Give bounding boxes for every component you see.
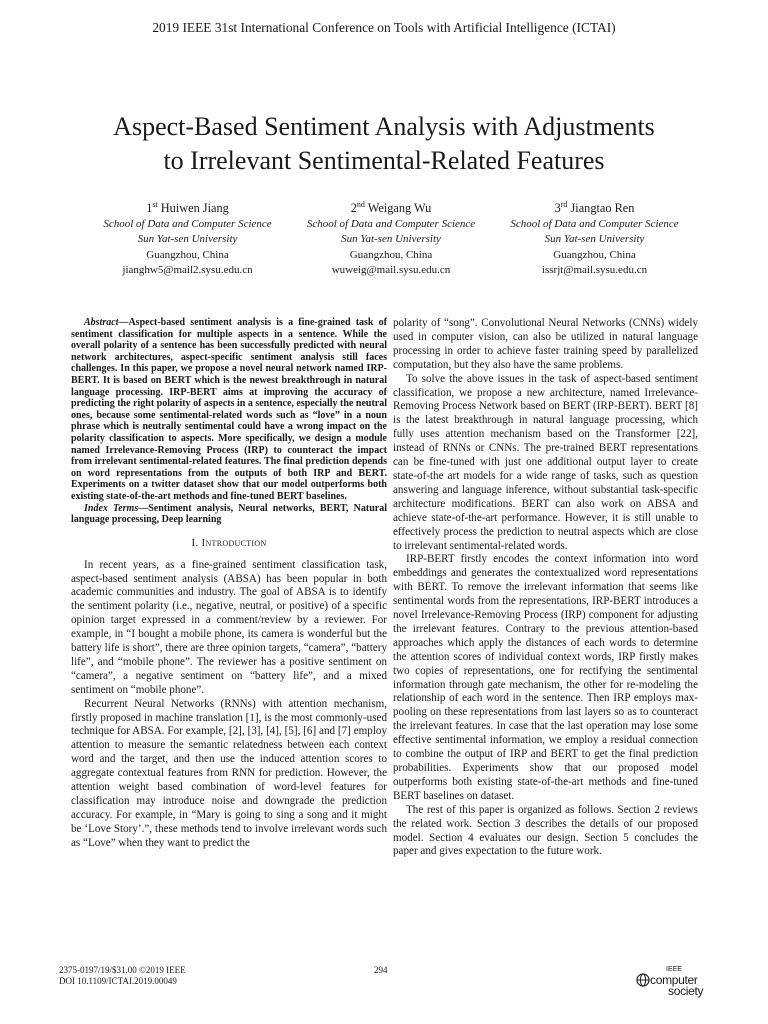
right-column bbox=[393, 317, 698, 859]
paper-title bbox=[40, 110, 728, 178]
computer-society-logo bbox=[636, 966, 716, 1002]
logo-word-society: society bbox=[668, 984, 704, 998]
body-paragraph: In recent years, as a fine-grained sentiment classification task, aspect-based sentiment analysis (ABSA) has been popular in both academic communities and industry. The goal of ABSA is to identify the sentiment polarity (i.e., negative, neutral, or positive) of a specific opinion target expressed in a comment/review by a reviewer. For example, in “I bought a mobile phone, its camera is wonderful but the battery life is short”, there are three opinion targets, “camera”, “battery life”, and “mobile phone”. The reviewer has a positive sentiment on “camera”, a negative sentiment on “battery life”, and a mixed sentiment on “mobile phone”. bbox=[71, 558, 387, 696]
body-paragraph: IRP-BERT firstly encodes the context information into word embeddings and generates the contextualized word representations with BERT. To remove the irrelevant information that seems like sentimental words from the representations, IRP-BERT introduces a novel Irrelevance-Removing Process (IRP) component for adjusting the irrelevant features. Contrary to the previous attention-based approaches which apply the distances of each words to determine the attention scores of individual context words, IRP firstly makes two copies of representations, one for rectifying the sentimental information through gate mechanism, the other for re-modeling the relationship of each word in the sentence. Then IRP employs max-pooling on these representations from last layers so as to counteract the irrelevant features. In case that the last operation may lose some effective sentimental information, we employ a residual connection to combine the output of IRP and BERT to get the final prediction probabilities. Experiments show that our proposed model outperforms both existing state-of-the-art methods and fine-tuned BERT baselines on dataset. bbox=[393, 553, 698, 802]
author-email: jianghw5@mail2.sysu.edu.cn bbox=[122, 264, 253, 277]
index-terms: Index Terms—Sentiment analysis, Neural networks, BERT, Natural language processing, Deep learning bbox=[71, 502, 387, 526]
author-block bbox=[86, 197, 696, 279]
section-heading: I. Introduction bbox=[191, 536, 267, 549]
footer-copyright bbox=[59, 965, 186, 987]
author-name: 3rd Jiangtao Ren bbox=[554, 200, 635, 216]
body-paragraph: Recurrent Neural Networks (RNNs) with attention mechanism, firstly proposed in machine translation [1], is the most commonly-used technique for ABSA. For example, [2], [3], [4], [5], [6] and [7] employ attention to measure the semantic relatedness between each context word and the target, and then use the induced attention scores to aggregate contextual features from RNN for prediction. However, the attention weight based combination of word-level features for classification may introduce noise and downgrade the prediction accuracy. For example, in “Mary is going to sing a song and it might be ‘Love Story’.”, these methods tend to involve irrelevant words such as “Love” when they want to predict the bbox=[71, 697, 387, 849]
author-location: Guangzhou, China bbox=[146, 248, 229, 261]
body-paragraph: To solve the above issues in the task of aspect-based sentiment classification, we propose a new architecture, named Irrelevance-Removing Process Network based on BERT (IRP-BERT). BERT [8] is the latest breakthrough in natural language processing, which fully uses attention mechanism based on the Transformer [22], instead of RNNs or CNNs. The pre-trained BERT representations can be fine-tuned with just one additional output layer to create state-of-the art models for a wide range of tasks, such as question answering and language inference, without substantial task-specific architecture modifications. BERT can also work on ABSA and achieve state-of-the-art performance. However, it is still unable to effectively process the prediction to neutral aspects which are close to irrelevant sentimental-related words. bbox=[393, 372, 698, 552]
abstract: Abstract—Aspect-based sentiment analysis is a fine-grained task of sentiment classification for multiple aspects in a sentence. While the overall polarity of a sentence has been successfully predicted with neural network architectures, aspect-specific sentiment analysis still faces challenges. In this paper, we propose a novel neural network named IRP-BERT. It is based on BERT which is the newest breakthrough in natural language processing. IRP-BERT aims at improving the accuracy of predicting the right polarity of aspects in a sentence, especially the neutral ones, because some sentimental-related words such as “love” in a noun phrase which is neutrally sentimental could have a wrong impact on the polarity classification to aspects. More specifically, we design a module named Irrelevance-Removing Process (IRP) to counteract the impact from irrelevant sentimental-related features. The final prediction depends on word representations from the outputs of both IRP and BERT. Experiments on a twitter dataset show that our model outperforms both existing state-of-the-art methods and fine-tuned BERT baselines. bbox=[71, 317, 387, 502]
author-1 bbox=[86, 197, 289, 279]
author-email: issrjt@mail.sysu.edu.cn bbox=[541, 264, 648, 277]
conference-header: 2019 IEEE 31st International Conference on Tools with Artificial Intelligence (ICTAI) bbox=[152, 20, 616, 35]
page-number: 294 bbox=[374, 965, 388, 975]
globe-icon bbox=[636, 973, 650, 987]
logo-word-computer: computer bbox=[650, 973, 698, 987]
author-location: Guangzhou, China bbox=[553, 248, 636, 261]
body-paragraph: The rest of this paper is organized as follows. Section 2 reviews the related work. Section 3 describes the details of our proposed model. Section 4 evaluates our design. Section 5 concludes the paper and gives expectation to the future work. bbox=[393, 803, 698, 858]
author-name: 2nd Weigang Wu bbox=[350, 200, 432, 216]
logo-ieee-text: IEEE bbox=[666, 966, 682, 973]
footer-doi: DOI 10.1109/ICTAI.2019.00049 bbox=[59, 976, 177, 986]
author-school: School of Data and Computer Science bbox=[306, 217, 476, 230]
author-name: 1st Huiwen Jiang bbox=[146, 200, 229, 216]
author-2 bbox=[290, 197, 493, 279]
author-university: Sun Yat-sen University bbox=[341, 233, 441, 246]
author-3 bbox=[493, 197, 696, 279]
footer-issn: 2375-0197/19/$31.00 ©2019 IEEE bbox=[59, 965, 186, 975]
author-school: School of Data and Computer Science bbox=[510, 217, 679, 230]
title-line-2: to Irrelevant Sentimental-Related Features bbox=[163, 146, 605, 175]
left-column bbox=[71, 317, 387, 851]
title-line-1: Aspect-Based Sentiment Analysis with Adjustments bbox=[113, 112, 655, 141]
author-email: wuweig@mail.sysu.edu.cn bbox=[331, 264, 451, 277]
author-university: Sun Yat-sen University bbox=[544, 233, 645, 246]
body-paragraph: polarity of “song”. Convolutional Neural Networks (CNNs) widely used in computer vision, can also be utilized in natural language processing in order to achieve faster training speed by parallelized computation, but they also have the same problems. bbox=[393, 317, 698, 371]
author-location: Guangzhou, China bbox=[349, 248, 433, 261]
author-university: Sun Yat-sen University bbox=[137, 233, 238, 246]
author-school: School of Data and Computer Science bbox=[103, 217, 272, 230]
